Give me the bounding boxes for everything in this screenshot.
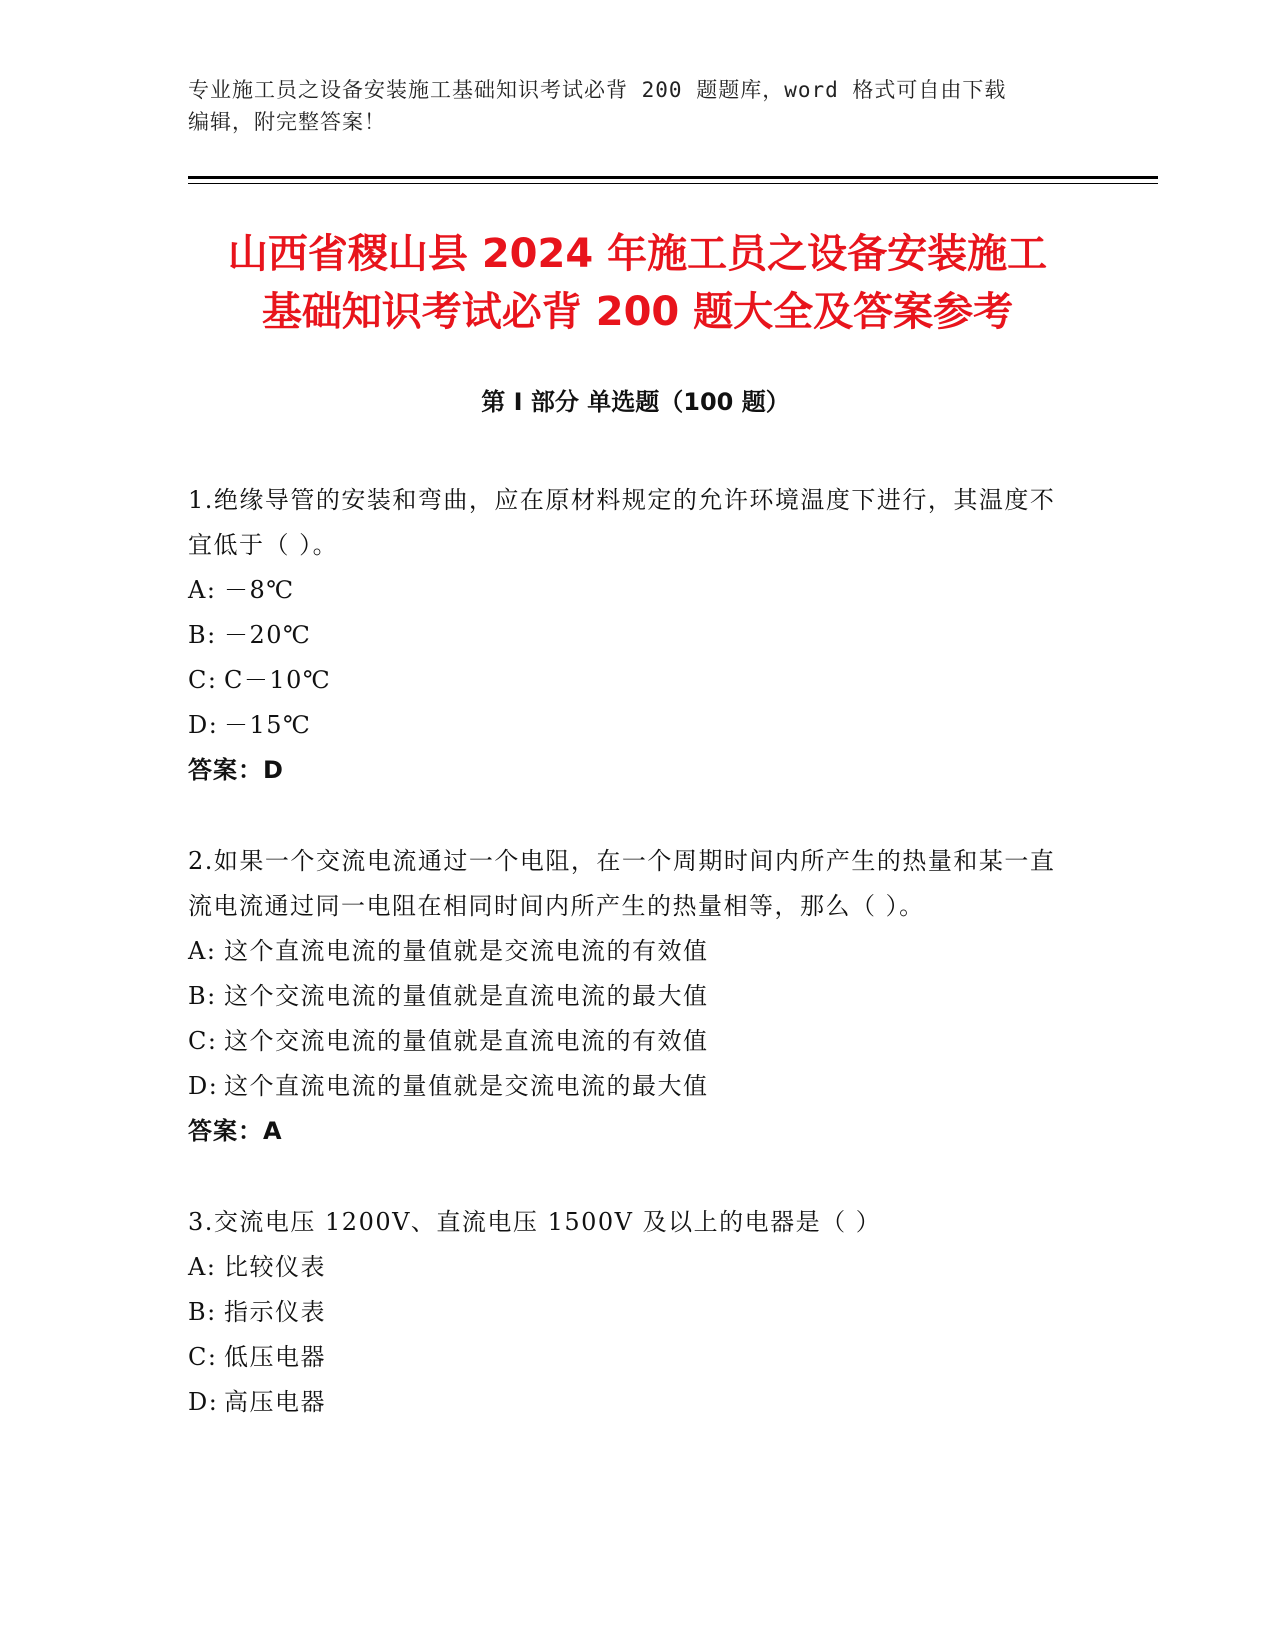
option-key: D: <box>188 711 219 739</box>
option-text: 这个直流电流的量值就是交流电流的有效值 <box>224 937 709 965</box>
option-text: 这个直流电流的量值就是交流电流的最大值 <box>224 1072 709 1100</box>
option-key: D: <box>188 1388 219 1416</box>
option-text: 这个交流电流的量值就是直流电流的有效值 <box>224 1027 709 1055</box>
option-text: －20℃ <box>224 621 312 649</box>
question-stem: 2.如果一个交流电流通过一个电阻，在一个周期时间内所产生的热量和某一直流电流通过同一电阻在相同时间内所产生的热量相等，那么（ ）。 <box>188 847 1056 920</box>
header-divider-thin <box>188 183 1158 184</box>
header-note-line-2: 编辑，附完整答案！ <box>188 110 386 134</box>
question-item <box>188 1200 1068 1425</box>
option-text: －15℃ <box>224 711 312 739</box>
option-text: 指示仪表 <box>224 1298 326 1326</box>
option-a <box>188 1245 1068 1290</box>
header-divider-thick <box>188 176 1158 179</box>
option-d <box>188 1380 1068 1425</box>
option-d <box>188 1064 1068 1109</box>
option-c <box>188 1019 1068 1064</box>
option-text: 低压电器 <box>224 1343 326 1371</box>
option-b <box>188 613 1068 658</box>
option-key: C: <box>188 666 218 694</box>
section-heading: 第 I 部分 单选题（100 题） <box>481 388 790 416</box>
document-title-line-1: 山西省稷山县 2024 年施工员之设备安装施工 <box>227 231 1048 277</box>
document-title-line-2: 基础知识考试必背 200 题大全及答案参考 <box>261 289 1014 335</box>
header-note-line-1: 专业施工员之设备安装施工基础知识考试必背 200 题题库，word 格式可自由下载 <box>188 78 1007 102</box>
option-c <box>188 658 1068 703</box>
option-a <box>188 929 1068 974</box>
option-key: C: <box>188 1027 218 1055</box>
document-title <box>120 225 1155 341</box>
question-stem: 1.绝缘导管的安装和弯曲，应在原材料规定的允许环境温度下进行，其温度不宜低于（ ）。 <box>188 486 1056 559</box>
option-text: －8℃ <box>224 576 295 604</box>
option-a <box>188 568 1068 613</box>
option-key: A: <box>188 937 217 965</box>
option-d <box>188 703 1068 748</box>
option-text: 这个交流电流的量值就是直流电流的最大值 <box>224 982 709 1010</box>
option-key: C: <box>188 1343 218 1371</box>
option-text: 高压电器 <box>224 1388 326 1416</box>
option-key: D: <box>188 1072 219 1100</box>
option-key: B: <box>188 982 217 1010</box>
option-b <box>188 974 1068 1019</box>
answer-line: 答案：D <box>188 756 284 784</box>
question-stem: 3.交流电压 1200V、直流电压 1500V 及以上的电器是（ ） <box>188 1208 882 1236</box>
option-b <box>188 1290 1068 1335</box>
option-text: C－10℃ <box>224 666 332 694</box>
option-text: 比较仪表 <box>224 1253 326 1281</box>
answer-line: 答案：A <box>188 1117 283 1145</box>
question-item <box>188 839 1068 1154</box>
question-item <box>188 478 1068 793</box>
option-c <box>188 1335 1068 1380</box>
option-key: B: <box>188 621 217 649</box>
option-key: A: <box>188 576 217 604</box>
option-key: B: <box>188 1298 217 1326</box>
option-key: A: <box>188 1253 217 1281</box>
header-note <box>188 74 1068 138</box>
question-list <box>188 478 1068 1471</box>
